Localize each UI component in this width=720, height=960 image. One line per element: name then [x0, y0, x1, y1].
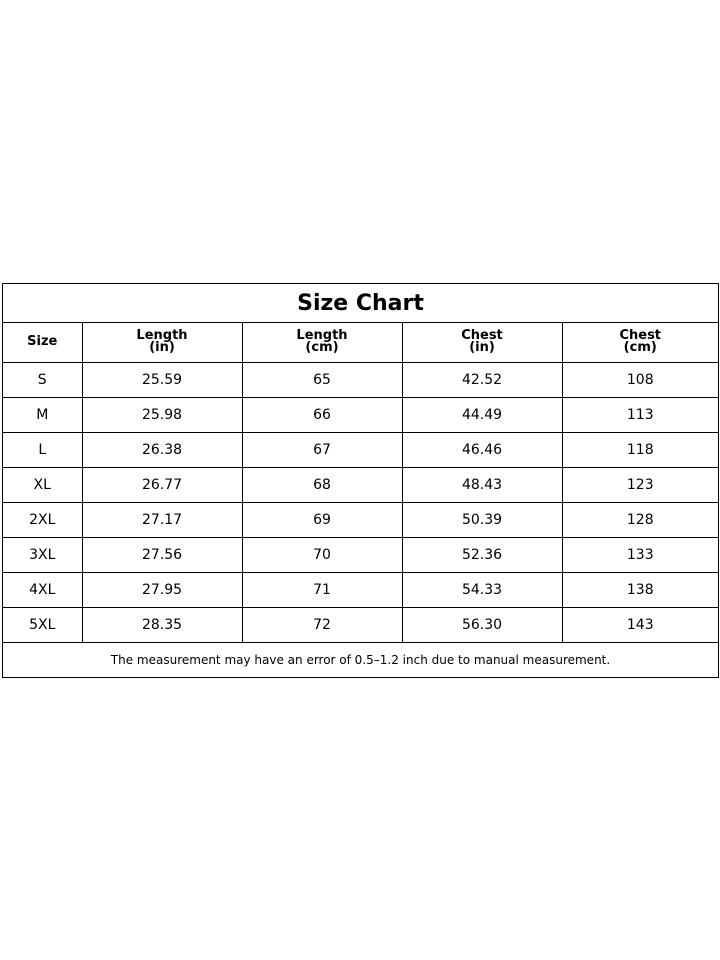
measurement-cell: 27.95	[82, 572, 242, 607]
measurement-cell: 28.35	[82, 607, 242, 642]
size-cell: L	[3, 432, 82, 467]
measurement-cell: 67	[242, 432, 402, 467]
size-cell: 2XL	[3, 502, 82, 537]
measurement-cell: 46.46	[402, 432, 562, 467]
measurement-cell: 66	[242, 397, 402, 432]
chart-title: Size Chart	[3, 284, 718, 323]
measurement-cell: 65	[242, 362, 402, 397]
header-label: Chest	[619, 328, 662, 344]
measurement-cell: 27.17	[82, 502, 242, 537]
table-row	[3, 362, 718, 397]
header-unit: (in)	[469, 340, 495, 356]
header-chest-in	[402, 323, 562, 362]
measurement-cell: 26.77	[82, 467, 242, 502]
size-cell: 3XL	[3, 537, 82, 572]
table-row	[3, 607, 718, 642]
table-row	[3, 467, 718, 502]
measurement-cell: 68	[242, 467, 402, 502]
measurement-cell: 56.30	[402, 607, 562, 642]
measurement-cell: 123	[562, 467, 718, 502]
measurement-cell: 54.33	[402, 572, 562, 607]
table-body	[3, 362, 718, 642]
header-unit: (in)	[149, 340, 175, 356]
measurement-cell: 133	[562, 537, 718, 572]
measurement-cell: 48.43	[402, 467, 562, 502]
measurement-cell: 72	[242, 607, 402, 642]
size-cell: XL	[3, 467, 82, 502]
size-cell: 4XL	[3, 572, 82, 607]
header-label: Chest	[461, 328, 503, 344]
header-chest-cm	[562, 323, 718, 362]
measurement-cell: 42.52	[402, 362, 562, 397]
measurement-cell: 25.98	[82, 397, 242, 432]
table-row	[3, 502, 718, 537]
measurement-cell: 50.39	[402, 502, 562, 537]
size-chart	[2, 283, 719, 678]
header-label: Length	[296, 328, 348, 344]
measurement-cell: 44.49	[402, 397, 562, 432]
header-unit: (cm)	[305, 340, 339, 356]
header-row	[3, 323, 718, 362]
measurement-cell: 143	[562, 607, 718, 642]
table-row	[3, 432, 718, 467]
measurement-cell: 108	[562, 362, 718, 397]
size-cell: 5XL	[3, 607, 82, 642]
size-table	[3, 323, 718, 643]
table-row	[3, 397, 718, 432]
header-length-cm	[242, 323, 402, 362]
measurement-cell: 27.56	[82, 537, 242, 572]
measurement-cell: 128	[562, 502, 718, 537]
header-unit: (cm)	[623, 340, 657, 356]
header-size	[3, 323, 82, 362]
table-row	[3, 537, 718, 572]
measurement-cell: 69	[242, 502, 402, 537]
size-cell: M	[3, 397, 82, 432]
header-length-in	[82, 323, 242, 362]
measurement-cell: 52.36	[402, 537, 562, 572]
size-cell: S	[3, 362, 82, 397]
header-label: Length	[136, 328, 188, 344]
measurement-cell: 138	[562, 572, 718, 607]
header-size-label: Size	[27, 334, 58, 350]
measurement-cell: 118	[562, 432, 718, 467]
measurement-cell: 71	[242, 572, 402, 607]
measurement-cell: 70	[242, 537, 402, 572]
measurement-cell: 26.38	[82, 432, 242, 467]
table-row	[3, 572, 718, 607]
measurement-cell: 113	[562, 397, 718, 432]
measurement-cell: 25.59	[82, 362, 242, 397]
measurement-note: The measurement may have an error of 0.5–1.2 inch due to manual measurement.	[110, 652, 611, 667]
